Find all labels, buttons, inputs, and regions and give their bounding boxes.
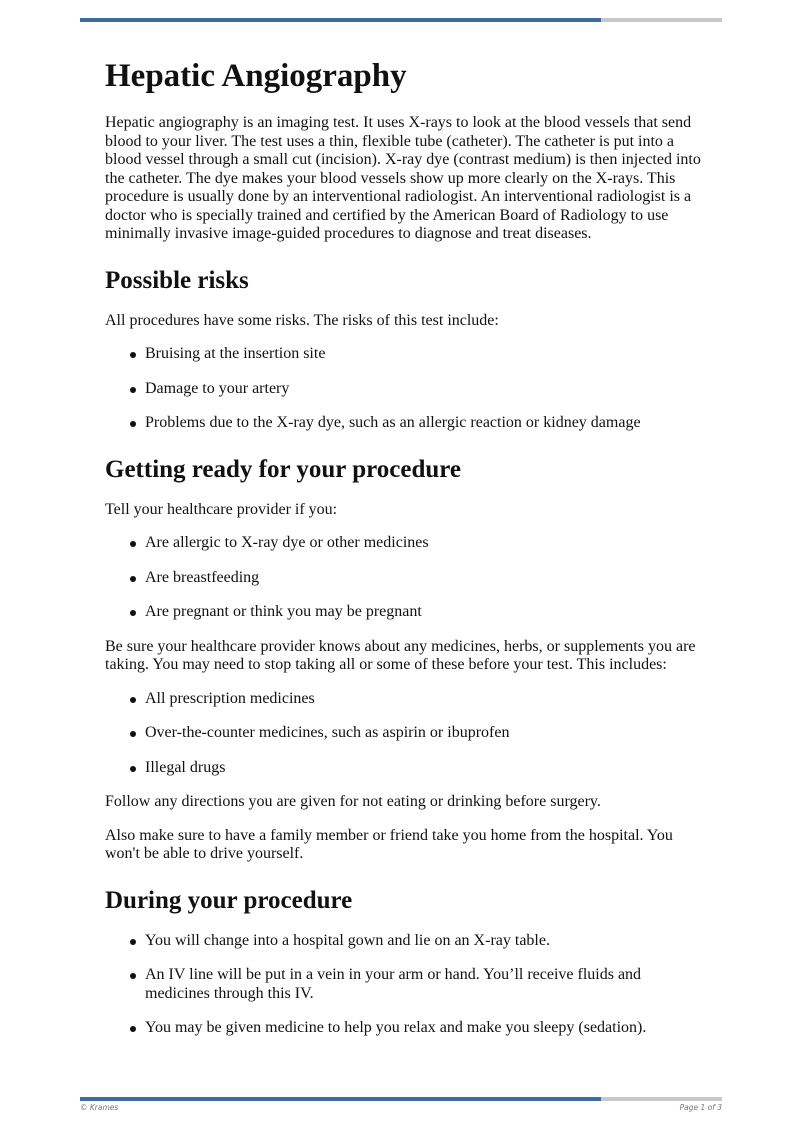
fasting-paragraph: Follow any directions you are given for not eating or drinking before surgery. [105, 793, 601, 810]
ride-paragraph: Also make sure to have a family member or friend take you home from the hospital. You won't be able to drive yourself. [105, 826, 673, 862]
bullet-icon [130, 352, 136, 358]
list-item [105, 966, 705, 1003]
list-item [105, 1019, 705, 1038]
bullet-icon [130, 939, 136, 945]
bullet-icon [130, 697, 136, 703]
list-item [105, 569, 705, 588]
copyright-text: © Krames [80, 1103, 119, 1112]
list-item [105, 380, 705, 399]
bullet-icon [130, 421, 136, 427]
risks-heading: Possible risks [105, 266, 249, 294]
list-item-text: Are allergic to X-ray dye or other medicines [145, 534, 429, 551]
list-item-text: You will change into a hospital gown and lie on an X-ray table. [145, 931, 550, 949]
header-rule-accent [80, 18, 601, 22]
list-item-text: Damage to your artery [145, 379, 290, 397]
ready-intro: Tell your healthcare provider if you: [105, 500, 338, 518]
list-item-text: Illegal drugs [145, 758, 226, 776]
ready-heading: Getting ready for your procedure [105, 455, 461, 483]
bullet-icon [130, 541, 136, 547]
page-title: Hepatic Angiography [105, 58, 407, 94]
footer-rule [80, 1097, 722, 1101]
list-item-text: You may be given medicine to help you relax and make you sleepy (sedation). [145, 1019, 647, 1036]
list-item [105, 414, 705, 433]
ready-list [105, 534, 705, 622]
list-item [105, 759, 705, 778]
page-number: Page 1 of 3 [679, 1103, 722, 1112]
list-item-text: Problems due to the X-ray dye, such as an allergic reaction or kidney damage [145, 414, 641, 431]
bullet-icon [130, 973, 136, 979]
list-item-text: Over-the-counter medicines, such as aspirin or ibuprofen [145, 724, 510, 741]
bullet-icon [130, 576, 136, 582]
during-heading: During your procedure [105, 886, 353, 914]
list-item [105, 932, 705, 951]
risks-intro: All procedures have some risks. The risks of this test include: [105, 311, 499, 329]
bullet-icon [130, 387, 136, 393]
article [105, 56, 705, 1054]
medicines-intro: Be sure your healthcare provider knows about any medicines, herbs, or supplements you are taking. You may need to stop taking all or some of these before your test. This includes: [105, 637, 696, 673]
bullet-icon [130, 731, 136, 737]
page-footer [80, 1103, 722, 1115]
bullet-icon [130, 766, 136, 772]
bullet-icon [130, 1026, 136, 1032]
risks-list [105, 345, 705, 433]
list-item [105, 534, 705, 553]
list-item-text: Bruising at the insertion site [145, 345, 326, 362]
bullet-icon [130, 610, 136, 616]
during-list [105, 932, 705, 1038]
list-item [105, 724, 705, 743]
footer-rule-accent [80, 1097, 601, 1101]
header-rule [80, 18, 722, 22]
intro-paragraph: Hepatic angiography is an imaging test. It uses X-rays to look at the blood vessels that send blood to your liver. The test uses a thin, flexible tube (catheter). The catheter is put into a blood vessel through a small cut (incision). X-ray dye (contrast medium) is then injected into the catheter. The dye makes your blood vessels show up more clearly on the X-rays. This procedure is usually done by an interventional radiologist. An interventional radiologist is a doctor who is specially trained and certified by the American Board of Radiology to use minimally invasive image-guided procedures to diagnose and treat diseases. [105, 114, 701, 242]
medicines-list [105, 690, 705, 778]
list-item-text: Are breastfeeding [145, 568, 260, 586]
list-item-text: All prescription medicines [145, 689, 315, 707]
list-item [105, 345, 705, 364]
list-item-text: An IV line will be put in a vein in your arm or hand. You’ll receive fluids and medicines through this IV. [145, 966, 642, 1002]
list-item-text: Are pregnant or think you may be pregnant [145, 603, 422, 620]
list-item [105, 603, 705, 622]
list-item [105, 690, 705, 709]
